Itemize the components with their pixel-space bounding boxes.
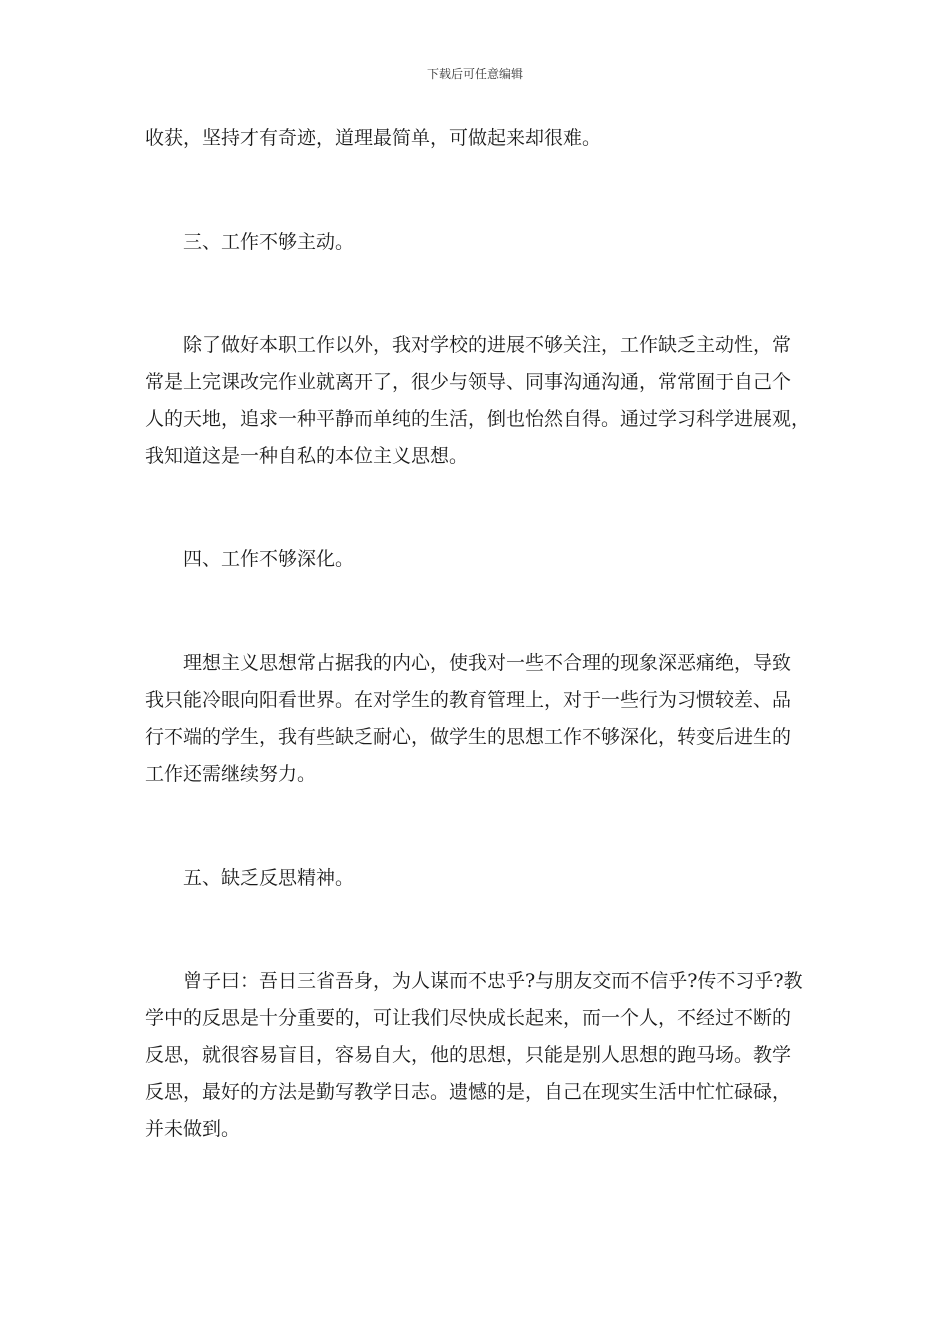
- section-heading-3: 三、工作不够主动。: [183, 231, 355, 253]
- paragraph-line: 曾子曰：吾日三省吾身，为人谋而不忠乎?与朋友交而不信乎?传不习乎?教: [183, 970, 803, 992]
- paragraph-line: 人的天地，追求一种平静而单纯的生活，倒也怡然自得。通过学习科学进展观，: [145, 408, 811, 430]
- page-header-note: 下载后可任意编辑: [426, 67, 523, 81]
- paragraph-line: 除了做好本职工作以外，我对学校的进展不够关注，工作缺乏主动性，常: [183, 334, 792, 356]
- paragraph-line: 我只能冷眼向阳看世界。在对学生的教育管理上，对于一些行为习惯较差、品: [145, 689, 792, 711]
- section-heading-5: 五、缺乏反思精神。: [183, 867, 355, 889]
- paragraph-line: 学中的反思是十分重要的，可让我们尽快成长起来，而一个人，不经过不断的: [145, 1007, 792, 1029]
- paragraph-line: 反思，就很容易盲目，容易自大，他的思想，只能是别人思想的跑马场。教学: [145, 1044, 792, 1066]
- paragraph-line: 常是上完课改完作业就离开了，很少与领导、同事沟通沟通，常常囿于自己个: [145, 371, 792, 393]
- paragraph-line: 工作还需继续努力。: [145, 763, 317, 785]
- paragraph-line: 行不端的学生，我有些缺乏耐心，做学生的思想工作不够深化，转变后进生的: [145, 726, 792, 748]
- paragraph-line: 反思，最好的方法是勤写教学日志。遗憾的是，自己在现实生活中忙忙碌碌，: [145, 1081, 792, 1103]
- paragraph-line: 我知道这是一种自私的本位主义思想。: [145, 445, 469, 467]
- paragraph-continuation: 收获，坚持才有奇迹，道理最简单，可做起来却很难。: [145, 127, 602, 149]
- paragraph-line: 并未做到。: [145, 1118, 241, 1140]
- paragraph-line: 理想主义思想常占据我的内心，使我对一些不合理的现象深恶痛绝，导致: [183, 652, 792, 674]
- section-heading-4: 四、工作不够深化。: [183, 548, 355, 570]
